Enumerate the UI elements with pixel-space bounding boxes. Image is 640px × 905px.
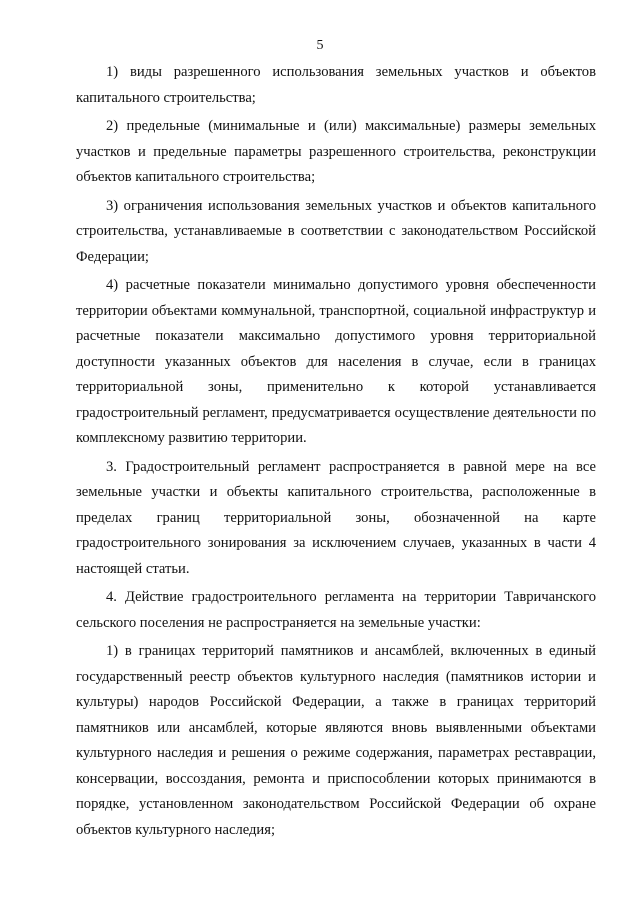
paragraph-section-3: 3. Градостроительный регламент распространяется в равной мере на все земельные участки и объекты капитального строительства, расположенные в пределах границ территориальной зоны, обозначенной на карте градостроительного зонирования за исключением случаев, указанных в части 4 настоящей статьи. [76,458,596,577]
paragraph-item-3: 3) ограничения использования земельных участков и объектов капитального строительства, устанавливаемые в соответствии с законодательством Российской Федерации; [76,197,596,265]
paragraph-item-2: 2) предельные (минимальные и (или) максимальные) размеры земельных участков и предельные параметры разрешенного строительства, реконструкции объектов капитального строительства; [76,118,596,185]
paragraph-item-1: 1) виды разрешенного использования земельных участков и объектов капитального строительства; [76,64,596,106]
paragraph-section-4: 4. Действие градостроительного регламента на территории Тавричанского сельского поселения не распространяется на земельные участки: [76,589,596,631]
paragraph-item-4: 4) расчетные показатели минимально допустимого уровня обеспеченности территории объектами коммунальной, транспортной, социальной инфраструктур и расчетные показатели максимально допустимого уровня территориальной доступности указанных объектов для населения в случае, если в границах территориальной зоны, применительно к которой устанавливается градостроительный регламент, предусматривается осуществление деятельности по комплексному развитию территории. [76,277,596,446]
document-body [76,60,596,846]
page-number: 5 [316,38,324,53]
paragraph-section-4-item-1: 1) в границах территорий памятников и ансамблей, включенных в единый государственный реестр объектов культурного наследия (памятников истории и культуры) народов Российской Федерации, а также в границах территорий памятников или ансамблей, которые являются вновь выявленными объектами культурного наследия и решения о режиме содержания, параметрах реставрации, консервации, воссоздания, ремонта и приспособлении которых принимаются в порядке, установленном законодательством Российской Федерации об охране объектов культурного наследия; [76,643,596,838]
